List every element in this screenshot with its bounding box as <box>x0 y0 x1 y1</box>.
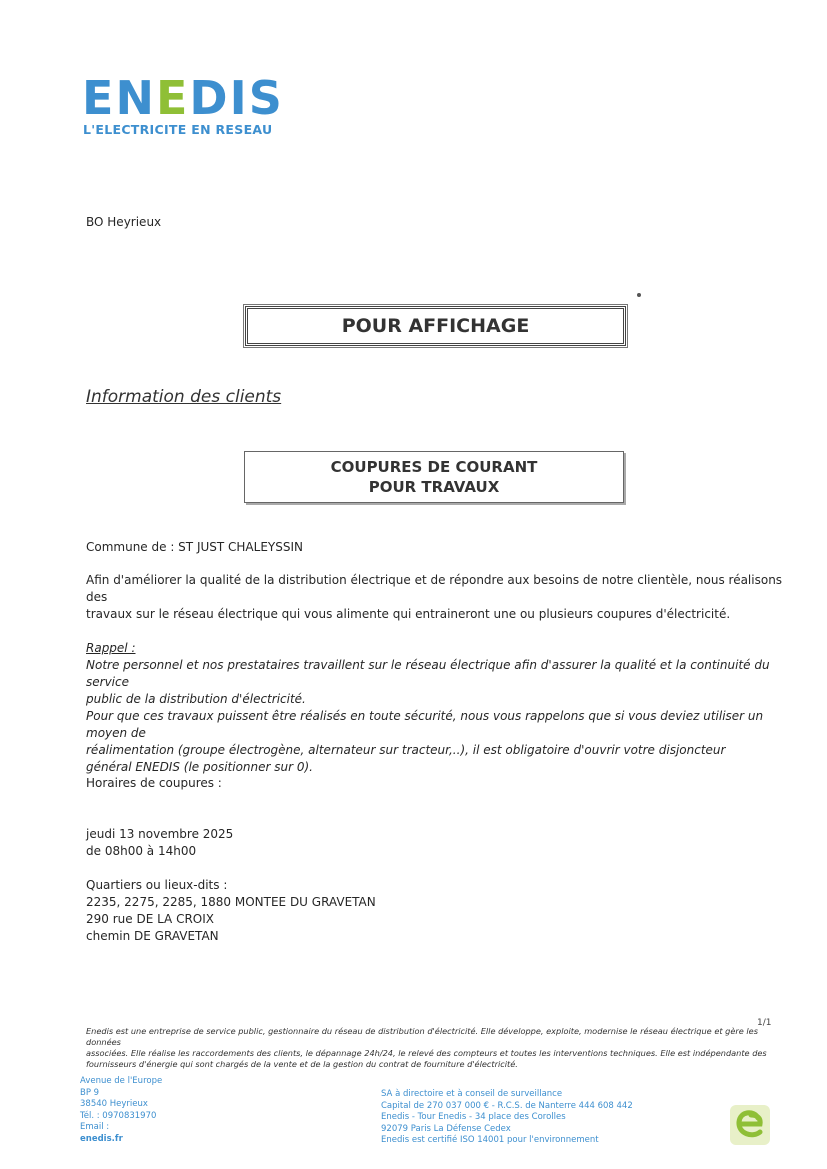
logo-letter: I <box>229 71 249 125</box>
footer-info-line: SA à directoire et à conseil de surveillance <box>381 1089 563 1099</box>
intro-line: travaux sur le réseau électrique qui vous alimente qui entraineront une ou plusieurs coupures d'électricité. <box>86 607 731 621</box>
footer-address-line: Avenue de l'Europe <box>80 1076 163 1086</box>
enedis-e-logo-icon <box>729 1104 771 1146</box>
info-title: Information des clients <box>86 387 282 407</box>
logo-letter: N <box>115 71 156 125</box>
affichage-banner <box>245 306 626 346</box>
enedis-logo <box>82 71 284 125</box>
footer-info-line: Enedis - Tour Enedis - 34 place des Corolles <box>381 1112 566 1122</box>
footer-info-line: Capital de 270 037 000 € - R.C.S. de Nanterre 444 608 442 <box>381 1100 633 1111</box>
rappel-paragraph <box>86 640 786 776</box>
commune-line: Commune de : ST JUST CHALEYSSIN <box>86 540 303 554</box>
logo-letter: S <box>248 71 284 125</box>
subject-box <box>244 451 624 503</box>
recipient-address: BO Heyrieux <box>86 215 162 229</box>
intro-line: Afin d'améliorer la qualité de la distribution électrique et de répondre aux besoins de notre clientèle, nous réalisons des <box>86 573 783 604</box>
rappel-line: Notre personnel et nos prestataires travaillent sur le réseau électrique afin d'assurer la qualité et la continuité du service <box>86 658 770 689</box>
rappel-line: public de la distribution d'électricité. <box>86 692 306 706</box>
logo-tagline: L'ELECTRICITE EN RESEAU <box>83 122 273 137</box>
schedule-date: jeudi 13 novembre 2025 <box>86 827 234 841</box>
rappel-line: Pour que ces travaux puissent être réalisés en toute sécurité, nous vous rappelons que si vous deviez utiliser un moyen de <box>86 709 764 740</box>
lieux-item: 2235, 2275, 2285, 1880 MONTEE DU GRAVETAN <box>86 895 376 909</box>
footer-info-line: Enedis est certifié ISO 14001 pour l'environnement <box>381 1135 599 1145</box>
lieux-item: chemin DE GRAVETAN <box>86 929 219 943</box>
footer-phone: Tél. : 0970831970 <box>80 1110 157 1121</box>
schedule-hours: de 08h00 à 14h00 <box>86 844 197 858</box>
legal-line: Enedis est une entreprise de service public, gestionnaire du réseau de distribution d'électricité. Elle développe, exploite, modernise le réseau électrique et gère les données <box>86 1026 758 1047</box>
intro-paragraph <box>86 572 786 623</box>
footer-address-line: 38540 Heyrieux <box>80 1099 148 1109</box>
affichage-banner-text: POUR AFFICHAGE <box>341 315 530 337</box>
rappel-label: Rappel : <box>86 641 136 655</box>
footer-website-link[interactable]: enedis.fr <box>80 1133 123 1144</box>
page-number: 1/1 <box>757 1018 772 1028</box>
footer-address <box>80 1076 162 1145</box>
subject-line-2: POUR TRAVAUX <box>368 478 500 496</box>
subject-line-1: COUPURES DE COURANT <box>330 458 538 476</box>
logo-letter: E <box>82 71 116 125</box>
schedule <box>86 826 233 860</box>
lieux-label: Quartiers ou lieux-dits : <box>86 878 228 892</box>
legal-line: fournisseurs d'énergie qui sont chargés de la vente et de la gestion du contrat de fourniture d'électricité. <box>86 1059 518 1069</box>
legal-line: associées. Elle réalise les raccordements des clients, le dépannage 24h/24, le relevé des compteurs et toutes les interventions techniques. Elle est indépendante des <box>86 1048 767 1058</box>
footer-email: Email : <box>80 1122 110 1132</box>
lieux-list <box>86 877 376 945</box>
lieux-item: 290 rue DE LA CROIX <box>86 912 214 926</box>
legal-notice <box>86 1026 776 1070</box>
rappel-line: réalimentation (groupe électrogène, alternateur sur tracteur,..), il est obligatoire d'ouvrir votre disjoncteur <box>86 743 726 757</box>
horaires-label: Horaires de coupures : <box>86 776 222 790</box>
logo-letter: E <box>155 71 190 125</box>
footer-address-line: BP 9 <box>80 1087 100 1098</box>
logo-letter: D <box>189 71 230 125</box>
footer-info-line: 92079 Paris La Défense Cedex <box>381 1123 511 1134</box>
rappel-line: général ENEDIS (le positionner sur 0). <box>86 760 313 774</box>
scan-speck <box>637 293 641 297</box>
footer-company-info <box>381 1089 633 1147</box>
